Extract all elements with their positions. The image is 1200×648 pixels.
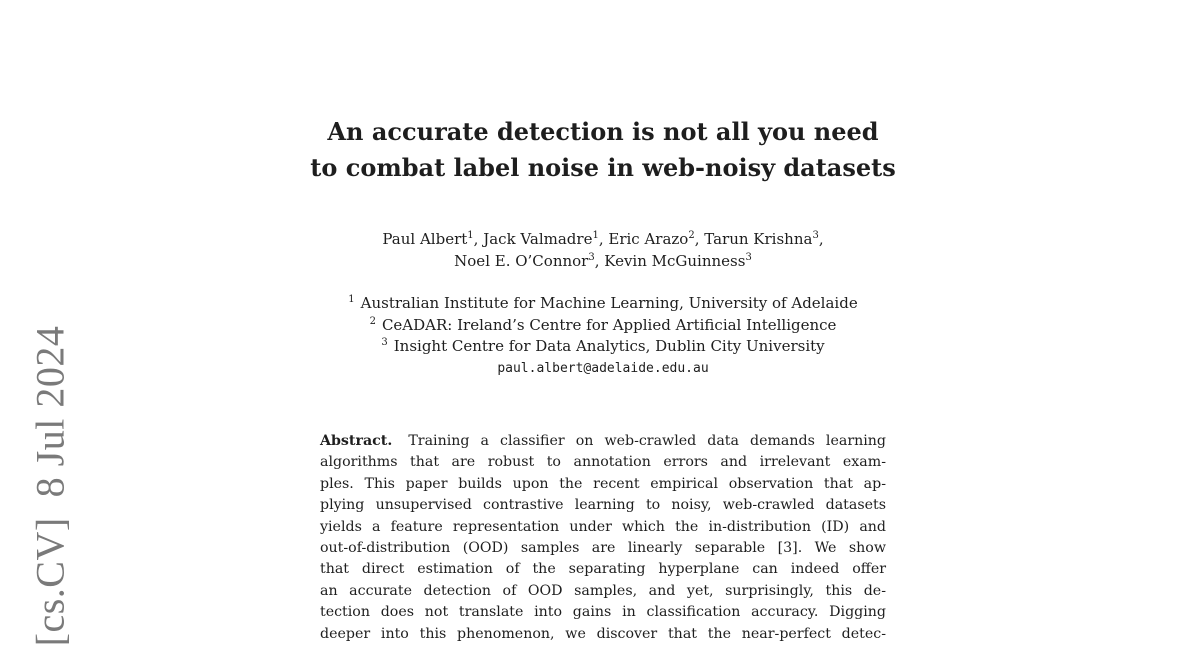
author-affiliation-mark: 3 xyxy=(745,252,752,263)
abstract-line: deeper into this phenomenon, we discover that the near-perfect detec- xyxy=(320,625,886,642)
author-name: Paul Albert xyxy=(382,230,468,248)
abstract-line xyxy=(320,431,886,452)
abstract-line: ples. This paper builds upon the recent empirical observation that ap- xyxy=(320,475,886,492)
title-line-2: to combat label noise in web-noisy datasets xyxy=(310,153,896,182)
author-name: Kevin McGuinness xyxy=(604,252,746,270)
arxiv-date: 8 Jul 2024 xyxy=(27,325,73,498)
abstract-line-text: Training a classifier on web-crawled data demands learning xyxy=(408,433,886,449)
affiliation-list xyxy=(300,293,906,379)
author-affiliation-mark: 1 xyxy=(467,230,474,241)
author-line-1 xyxy=(300,228,906,250)
arxiv-category: [cs.CV] xyxy=(27,517,73,647)
abstract-line: plying unsupervised contrastive learning to noisy, web-crawled datasets xyxy=(320,497,886,514)
affiliation-text: CeADAR: Ireland’s Centre for Applied Artificial Intelligence xyxy=(381,315,837,334)
affiliation-mark: 3 xyxy=(381,337,388,348)
abstract-heading: Abstract. xyxy=(320,433,393,449)
affiliation-mark: 1 xyxy=(348,294,355,305)
author-separator: , xyxy=(473,230,484,248)
title-line-1: An accurate detection is not all you need xyxy=(327,117,879,146)
abstract-section xyxy=(320,431,886,645)
author-name: Noel E. O’Connor xyxy=(454,252,589,270)
author-name: Tarun Krishna xyxy=(704,230,813,248)
abstract-line: tection does not translate into gains in classification accuracy. Digging xyxy=(320,604,886,621)
affiliation-item xyxy=(300,315,906,337)
paper-title xyxy=(300,114,906,186)
author-name: Jack Valmadre xyxy=(483,230,593,248)
affiliation-text: Insight Centre for Data Analytics, Dublin City University xyxy=(393,337,825,355)
contact-email[interactable]: paul.albert@adelaide.edu.au xyxy=(497,360,709,376)
affiliation-text: Australian Institute for Machine Learning, University of Adelaide xyxy=(360,294,858,312)
author-affiliation-mark: 1 xyxy=(592,230,599,241)
author-affiliation-mark: 3 xyxy=(588,252,595,263)
abstract-line: yields a feature representation under which the in-distribution (ID) and xyxy=(320,518,886,535)
author-separator: , xyxy=(818,230,824,248)
affiliation-item xyxy=(300,336,906,358)
affiliation-mark: 2 xyxy=(369,315,376,327)
arxiv-identifier-stamp xyxy=(27,326,74,647)
author-separator: , xyxy=(694,230,705,248)
author-separator: , xyxy=(598,230,609,248)
affiliation-item xyxy=(300,293,906,315)
author-affiliation-mark: 2 xyxy=(688,230,695,241)
author-affiliation-mark: 3 xyxy=(812,230,819,241)
abstract-line: that direct estimation of the separating hyperplane can indeed offer xyxy=(320,561,886,578)
abstract-line: out-of-distribution (OOD) samples are linearly separable [3]. We show xyxy=(320,540,886,557)
abstract-line: an accurate detection of OOD samples, and yet, surprisingly, this de- xyxy=(320,582,886,599)
author-name: Eric Arazo xyxy=(608,230,689,248)
abstract-line: algorithms that are robust to annotation errors and irrelevant exam- xyxy=(320,454,886,471)
author-list xyxy=(300,228,906,272)
author-separator: , xyxy=(594,252,605,270)
author-line-2 xyxy=(300,250,906,272)
